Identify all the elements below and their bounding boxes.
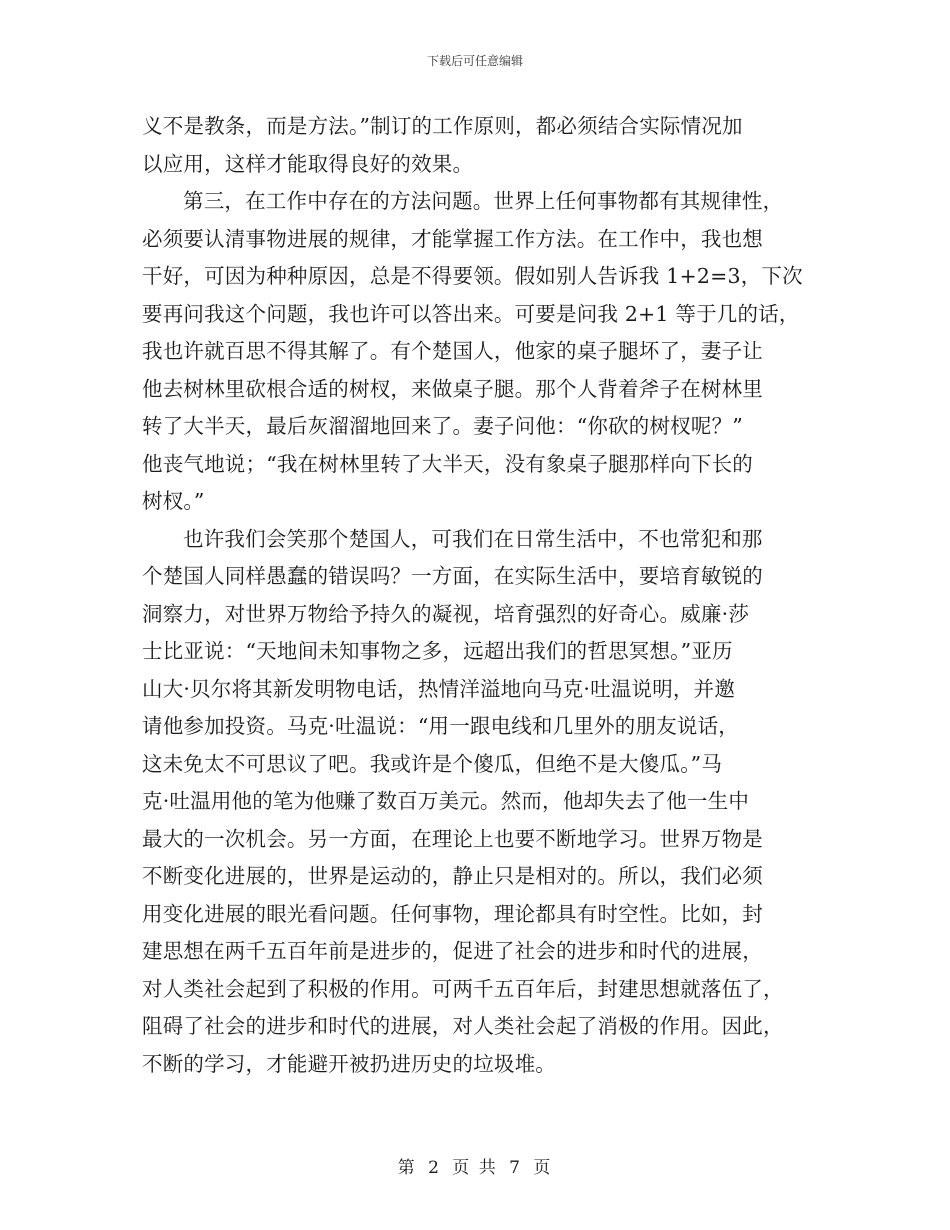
text-line: 干好，可因为种种原因，总是不得要领。假如别人告诉我 1+2=3，下次 <box>142 264 803 288</box>
text-line: 树杈。” <box>142 489 205 513</box>
text-line: 转了大半天，最后灰溜溜地回来了。妻子问他：“你砍的树杈呢？” <box>142 414 743 438</box>
footer-prefix: 第 <box>397 1158 417 1178</box>
text-line: 克·吐温用他的笔为他赚了数百万美元。然而，他却失去了他一生中 <box>142 789 750 813</box>
text-line: 士比亚说：“天地间未知事物之多，远超出我们的哲思冥想。”亚历 <box>142 639 733 663</box>
total-pages: 7 <box>509 1158 522 1178</box>
text-line: 不断变化进展的，世界是运动的，静止只是相对的。所以，我们必须 <box>142 864 763 888</box>
text-line: 必须要认清事物进展的规律，才能掌握工作方法。在工作中，我也想 <box>142 226 763 251</box>
text-line: 个楚国人同样愚蠢的错误吗？一方面，在实际生活中，要培育敏锐的 <box>142 564 763 588</box>
text-line: 建思想在两千五百年前是进步的，促进了社会的进步和时代的进展， <box>142 939 763 963</box>
current-page-number: 2 <box>428 1158 441 1178</box>
text-line: 这未免太不可思议了吧。我或许是个傻瓜，但绝不是大傻瓜。”马 <box>142 751 723 776</box>
paragraph-start-line: 也许我们会笑那个楚国人，可我们在日常生活中，不也常犯和那 <box>183 526 763 551</box>
text-line: 以应用，这样才能取得良好的效果。 <box>142 151 474 176</box>
page-header: 下载后可任意编辑 <box>426 54 523 68</box>
text-line: 山大·贝尔将其新发明物电话，热情洋溢地向马克·吐温说明，并邀 <box>142 676 736 701</box>
text-line: 不断的学习，才能避开被扔进历史的垃圾堆。 <box>142 1051 556 1076</box>
text-line: 我也许就百思不得其解了。有个楚国人，他家的桌子腿坏了，妻子让 <box>142 339 763 363</box>
text-line: 请他参加投资。马克·吐温说：“用一跟电线和几里外的朋友说话， <box>142 714 739 738</box>
text-line: 阻碍了社会的进步和时代的进展，对人类社会起了消极的作用。因此， <box>142 1014 784 1038</box>
text-line: 对人类社会起到了积极的作用。可两千五百年后，封建思想就落伍了， <box>142 976 784 1001</box>
text-line: 他丧气地说；“我在树林里转了大半天，没有象桌子腿那样向下长的 <box>142 451 753 476</box>
document-body <box>142 108 822 1083</box>
text-line: 最大的一次机会。另一方面，在理论上也要不断地学习。世界万物是 <box>142 826 763 851</box>
text-line: 义不是教条，而是方法。”制订的工作原则，都必须结合实际情况加 <box>142 114 743 138</box>
text-line: 他去树林里砍根合适的树杈，来做桌子腿。那个人背着斧子在树林里 <box>142 376 763 401</box>
page-footer <box>0 1153 950 1178</box>
text-line: 用变化进展的眼光看问题。任何事物，理论都具有时空性。比如，封 <box>142 901 763 926</box>
footer-suffix: 页 <box>533 1158 553 1178</box>
text-line: 要再问我这个问题，我也许可以答出来。可要是问我 2+1 等于几的话， <box>142 301 800 326</box>
paragraph-start-line: 第三，在工作中存在的方法问题。世界上任何事物都有其规律性， <box>183 189 784 213</box>
footer-mid: 页 共 <box>452 1158 498 1178</box>
text-line: 洞察力，对世界万物给予持久的凝视，培育强烈的好奇心。威廉·莎 <box>142 601 750 626</box>
